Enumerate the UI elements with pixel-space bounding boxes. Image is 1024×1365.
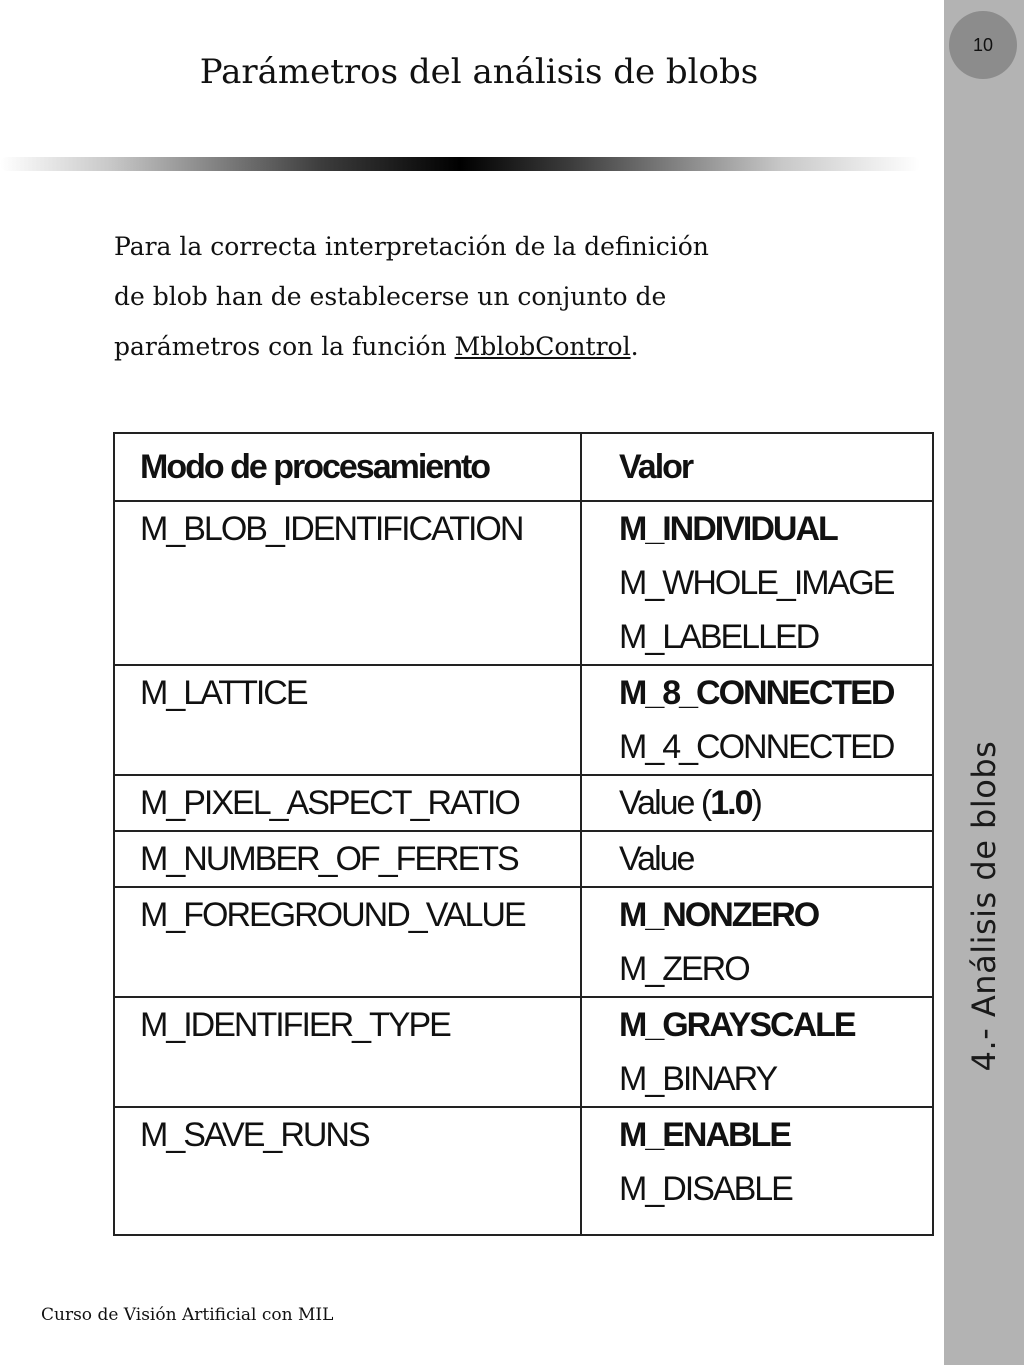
option-value: M_LABELLED: [619, 618, 819, 656]
value-cell: [581, 665, 933, 775]
intro-paragraph: [114, 222, 734, 372]
mode-cell: M_BLOB_IDENTIFICATION: [114, 501, 581, 665]
value-cell: [581, 1107, 933, 1235]
header-value: Valor: [581, 433, 933, 501]
mode-cell: M_NUMBER_OF_FERETS: [114, 831, 581, 887]
value-cell: [581, 997, 933, 1107]
default-value: M_NONZERO: [619, 896, 819, 934]
default-value: M_INDIVIDUAL: [619, 510, 837, 548]
mode-cell: M_SAVE_RUNS: [114, 1107, 581, 1235]
default-value: M_GRAYSCALE: [619, 1006, 855, 1044]
value-suffix: ): [751, 784, 761, 822]
section-label: 4.- Análisis de blobs: [965, 740, 1003, 1072]
option-value: M_BINARY: [619, 1060, 777, 1098]
table-row: [114, 775, 933, 831]
slide-title: Parámetros del análisis de blobs: [199, 52, 759, 92]
default-value: M_ENABLE: [619, 1116, 791, 1154]
function-name: MblobControl: [454, 332, 631, 361]
value-cell: [581, 501, 933, 665]
table-row: [114, 1107, 933, 1235]
parameters-table: [113, 432, 934, 1236]
side-bar: [944, 0, 1024, 1365]
table-row: [114, 831, 933, 887]
value-cell: [581, 887, 933, 997]
value-prefix: Value (: [619, 784, 711, 822]
intro-line-2: de blob han de establecerse un conjunto de: [114, 282, 667, 311]
intro-line-3-suffix: .: [630, 332, 639, 361]
default-value: 1.0: [710, 784, 752, 822]
option-value: M_4_CONNECTED: [619, 728, 894, 766]
title-divider: [0, 157, 920, 171]
option-value: M_WHOLE_IMAGE: [619, 564, 894, 602]
default-value: M_8_CONNECTED: [619, 674, 894, 712]
table-row: [114, 665, 933, 775]
mode-cell: M_IDENTIFIER_TYPE: [114, 997, 581, 1107]
table-header-row: [114, 433, 933, 501]
mode-cell: M_PIXEL_ASPECT_RATIO: [114, 775, 581, 831]
value-cell: Value: [581, 831, 933, 887]
intro-line-3-prefix: parámetros con la función: [114, 332, 455, 361]
footer-text: Curso de Visión Artificial con MIL: [41, 1305, 334, 1325]
mode-cell: M_LATTICE: [114, 665, 581, 775]
intro-line-1: Para la correcta interpretación de la definición: [114, 232, 709, 261]
page-number: 10: [972, 34, 994, 55]
header-mode: Modo de procesamiento: [114, 433, 581, 501]
mode-cell: M_FOREGROUND_VALUE: [114, 887, 581, 997]
value-cell: [581, 775, 933, 831]
page-number-badge: [949, 11, 1017, 79]
option-value: M_ZERO: [619, 950, 749, 988]
option-value: M_DISABLE: [619, 1170, 792, 1208]
table-row: [114, 997, 933, 1107]
table-row: [114, 501, 933, 665]
table-row: [114, 887, 933, 997]
